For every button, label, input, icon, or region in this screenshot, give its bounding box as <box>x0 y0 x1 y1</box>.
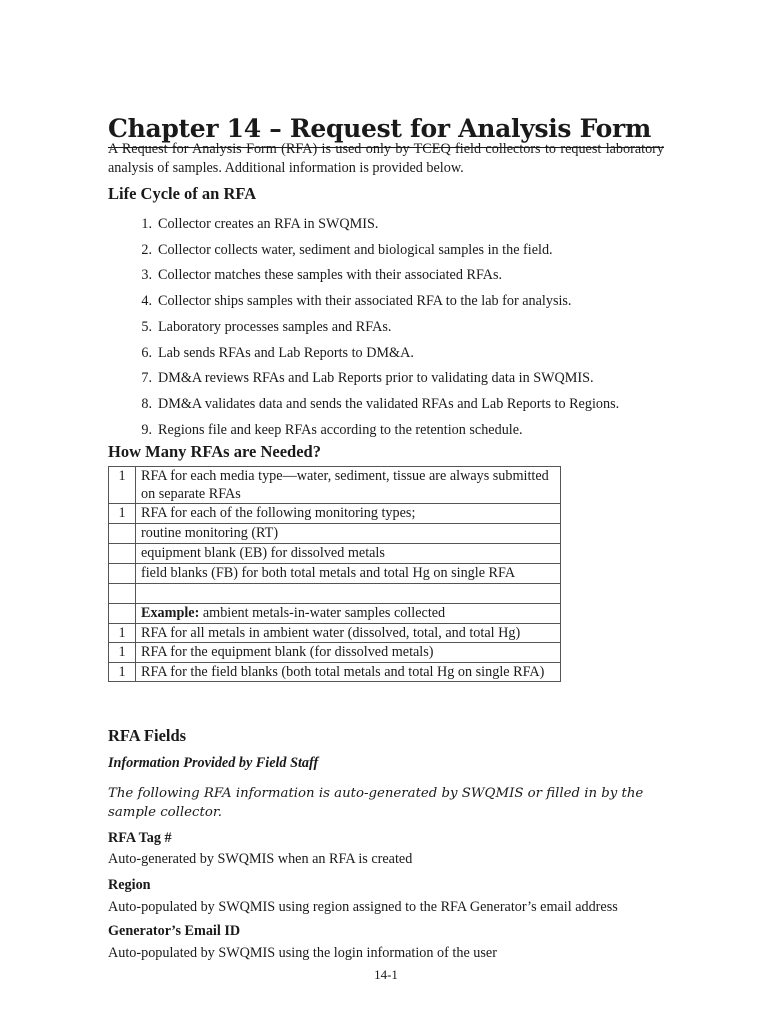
list-item <box>108 289 664 315</box>
qty-cell: 1 <box>109 504 136 524</box>
list-item <box>108 418 664 444</box>
step-number: 2. <box>141 241 152 258</box>
chapter-title: Chapter 14 – Request for Analysis Form <box>108 112 664 148</box>
list-item <box>108 315 664 341</box>
step-text: Lab sends RFAs and Lab Reports to DM&A. <box>158 344 414 361</box>
qty-cell <box>109 564 136 584</box>
table-row <box>109 467 561 504</box>
qty-cell: 1 <box>109 643 136 663</box>
intro-paragraph: A Request for Analysis Form (RFA) is used only by TCEQ field collectors to request laboratory analysis of samples. Additional information is provided below. <box>108 141 664 176</box>
region-description: Auto-populated by SWQMIS using region assigned to the RFA Generator’s email address <box>108 899 618 915</box>
auto-generated-note: The following RFA information is auto-generated by SWQMIS or filled in by the sample collector. <box>108 786 644 820</box>
life-cycle-heading: Life Cycle of an RFA <box>108 184 257 203</box>
generator-email-description: Auto-populated by SWQMIS using the login information of the user <box>108 945 497 961</box>
text-cell <box>136 604 561 624</box>
list-item <box>108 212 664 238</box>
qty-cell <box>109 584 136 604</box>
step-number: 9. <box>141 421 152 438</box>
step-text: Collector collects water, sediment and biological samples in the field. <box>158 241 553 258</box>
rfa-count-table <box>108 466 561 682</box>
step-text: Regions file and keep RFAs according to the retention schedule. <box>158 421 523 438</box>
rfa-tag-description: Auto-generated by SWQMIS when an RFA is created <box>108 851 413 867</box>
text-cell: routine monitoring (RT) <box>136 524 561 544</box>
table-row <box>109 564 561 584</box>
step-text: DM&A validates data and sends the validated RFAs and Lab Reports to Regions. <box>158 395 620 412</box>
table-row <box>109 524 561 544</box>
qty-cell <box>109 604 136 624</box>
text-cell: RFA for the field blanks (both total metals and total Hg on single RFA) <box>136 663 561 682</box>
example-label: Example: <box>141 605 200 621</box>
list-item <box>108 263 664 289</box>
list-item <box>108 238 664 264</box>
step-text: DM&A reviews RFAs and Lab Reports prior to validating data in SWQMIS. <box>158 370 594 387</box>
text-cell: RFA for each of the following monitoring types; <box>136 504 561 524</box>
list-item <box>108 366 664 392</box>
text-cell: RFA for all metals in ambient water (dissolved, total, and total Hg) <box>136 624 561 643</box>
qty-cell: 1 <box>109 467 136 504</box>
list-item <box>108 392 664 418</box>
step-number: 1. <box>141 216 152 232</box>
text-cell: RFA for each media type—water, sediment, tissue are always submitted on separate RFAs <box>136 467 561 504</box>
rfa-fields-heading: RFA Fields <box>108 726 187 745</box>
example-text: ambient metals-in-water samples collected <box>199 605 446 621</box>
step-text: Collector creates an RFA in SWQMIS. <box>158 216 379 232</box>
table-row <box>109 544 561 564</box>
region-label: Region <box>108 877 151 893</box>
list-item <box>108 341 664 367</box>
qty-cell <box>109 524 136 544</box>
qty-cell <box>109 544 136 564</box>
step-number: 7. <box>141 370 152 387</box>
qty-cell: 1 <box>109 624 136 643</box>
text-cell: equipment blank (EB) for dissolved metals <box>136 544 561 564</box>
step-number: 3. <box>141 267 152 284</box>
page-number: 14-1 <box>374 967 398 982</box>
step-number: 5. <box>141 318 152 335</box>
generator-email-label: Generator’s Email ID <box>108 923 241 939</box>
table-row <box>109 504 561 524</box>
table-row <box>109 584 561 604</box>
step-text: Collector matches these samples with their associated RFAs. <box>158 267 503 284</box>
life-cycle-steps <box>108 212 664 443</box>
text-cell: RFA for the equipment blank (for dissolved metals) <box>136 643 561 663</box>
qty-cell: 1 <box>109 663 136 682</box>
text-cell <box>136 584 561 604</box>
step-text: Collector ships samples with their associated RFA to the lab for analysis. <box>158 293 572 310</box>
field-staff-subheading: Information Provided by Field Staff <box>108 755 319 771</box>
how-many-heading: How Many RFAs are Needed? <box>108 442 321 461</box>
rfa-tag-label: RFA Tag # <box>108 830 172 846</box>
table-row <box>109 624 561 643</box>
table-row <box>109 663 561 682</box>
table-row <box>109 604 561 624</box>
step-number: 4. <box>141 293 152 310</box>
step-number: 8. <box>141 395 152 412</box>
step-text: Laboratory processes samples and RFAs. <box>158 318 392 335</box>
text-cell: field blanks (FB) for both total metals and total Hg on single RFA <box>136 564 561 584</box>
table-row <box>109 643 561 663</box>
step-number: 6. <box>141 344 152 361</box>
